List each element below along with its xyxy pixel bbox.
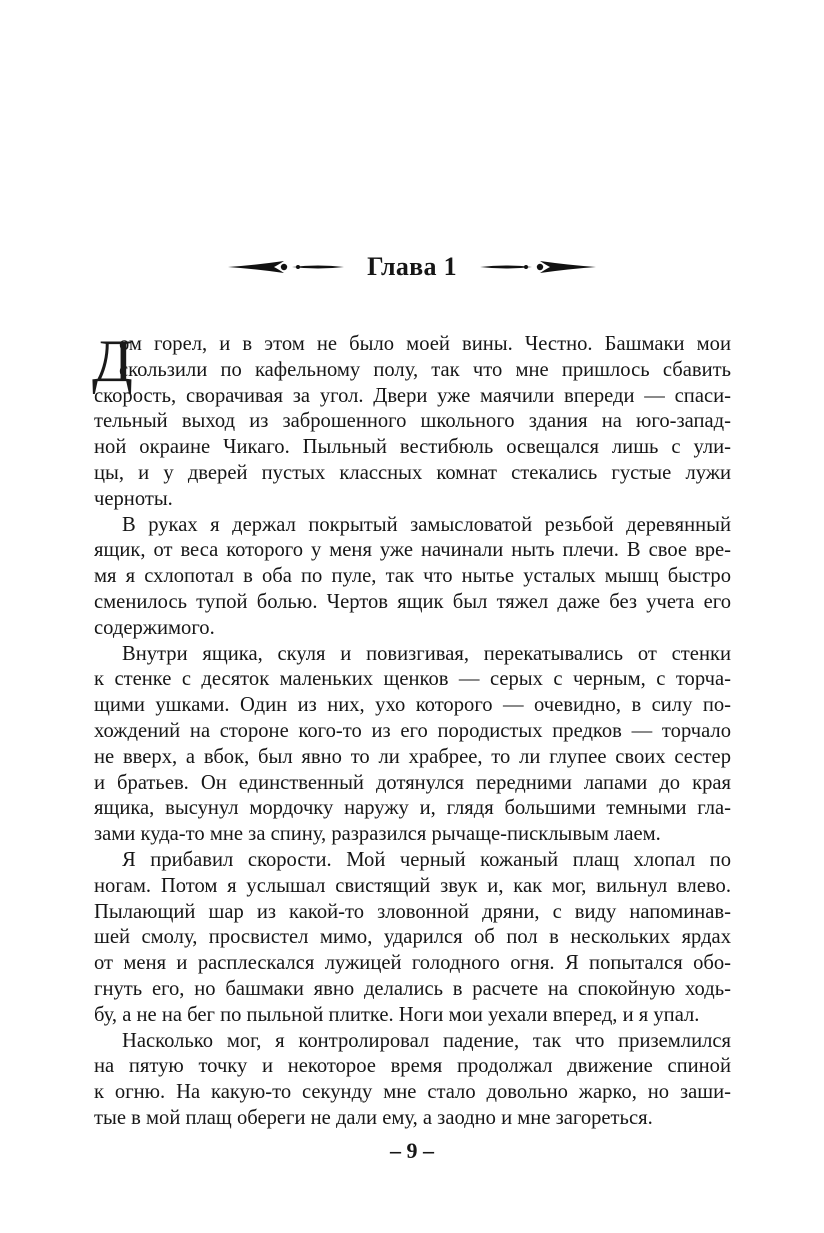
text-line: черноты. [94, 487, 173, 510]
text-line: гнуть его, но башмаки явно делались в расчете на спокойную ходь- [94, 977, 731, 1000]
text-line: к огню. На какую-то секунду мне стало довольно жарко, но заши- [94, 1081, 731, 1104]
text-line: сменилось тупой болью. Чертов ящик был тяжел даже без учета его [94, 590, 731, 613]
text-line: цы, и у дверей пустых классных комнат стекались густые лужи [94, 461, 731, 484]
right-ornament-icon [478, 256, 598, 278]
text-line: не вверх, а вбок, был явно то ли храбрее, то ли глупее своих сестер [94, 745, 731, 768]
text-line: ной окраине Чикаго. Пыльный вестибюль освещался лишь с ули- [94, 436, 731, 459]
chapter-heading [0, 248, 824, 288]
text-line: тельный выход из заброшенного школьного здания на юго-запад- [94, 410, 731, 433]
text-line: В руках я держал покрытый замысловатой резьбой деревянный [122, 513, 731, 536]
text-line: шей смолу, просвистел мимо, ударился об пол в нескольких ярдах [94, 926, 731, 949]
page-number: – 9 – [390, 1138, 434, 1163]
chapter-title: Глава 1 [367, 252, 457, 281]
text-line: Внутри ящика, скуля и повизгивая, перекатывались от стенки [122, 642, 731, 665]
text-line: Я прибавил скорости. Мой черный кожаный плащ хлопал по [122, 848, 731, 871]
text-line: щими ушками. Один из них, ухо которого — очевидно, в силу по- [94, 694, 731, 717]
text-line: бу, а не на бег по пыльной плитке. Ноги мои уехали вперед, и я упал. [94, 1003, 700, 1026]
text-line: тые в мой плащ обереги не дали ему, а заодно и мне загореться. [94, 1106, 653, 1129]
left-ornament-icon [226, 256, 346, 278]
text-line: хождений на стороне кого-то из его породистых предков — торчало [94, 719, 731, 742]
text-line: на пятую точку и некоторое время продолжал движение спиной [94, 1055, 731, 1078]
text-line: Пылающий шар из какой-то зловонной дряни, с виду напоминав- [94, 900, 731, 923]
drop-cap: Д [92, 328, 133, 394]
text-line: зами куда-то мне за спину, разразился рычаще-писклывым лаем. [94, 823, 661, 846]
text-line: и братьев. Он единственный дотянулся передними лапами до края [94, 771, 731, 794]
text-line: мя я схлопотал в оба по пуле, так что нытье усталых мышц быстро [94, 565, 731, 588]
text-line: скорость, сворачивая за угол. Двери уже маячили впереди — спаси- [94, 384, 731, 407]
text-line: ногам. Потом я услышал свистящий звук и, как мог, вильнул влево. [94, 874, 731, 897]
text-line: ом горел, и в этом не было моей вины. Честно. Башмаки мои [119, 333, 731, 355]
text-line: от меня и расплескался лужицей голодного огня. Я попытался обо- [94, 952, 731, 975]
body-text [92, 328, 731, 1132]
text-line: скользили по кафельному полу, так что мне пришлось сбавить [119, 358, 731, 381]
text-line: Насколько мог, я контролировал падение, так что приземлился [122, 1029, 731, 1052]
text-line: содержимого. [94, 616, 215, 639]
text-line: к стенке с десяток маленьких щенков — серых с черным, с торча- [94, 668, 731, 691]
text-line: ящика, высунул мордочку наружу и, глядя большими темными гла- [94, 797, 731, 820]
text-line: ящик, от веса которого у меня уже начинали ныть плечи. В свое вре- [94, 539, 731, 562]
